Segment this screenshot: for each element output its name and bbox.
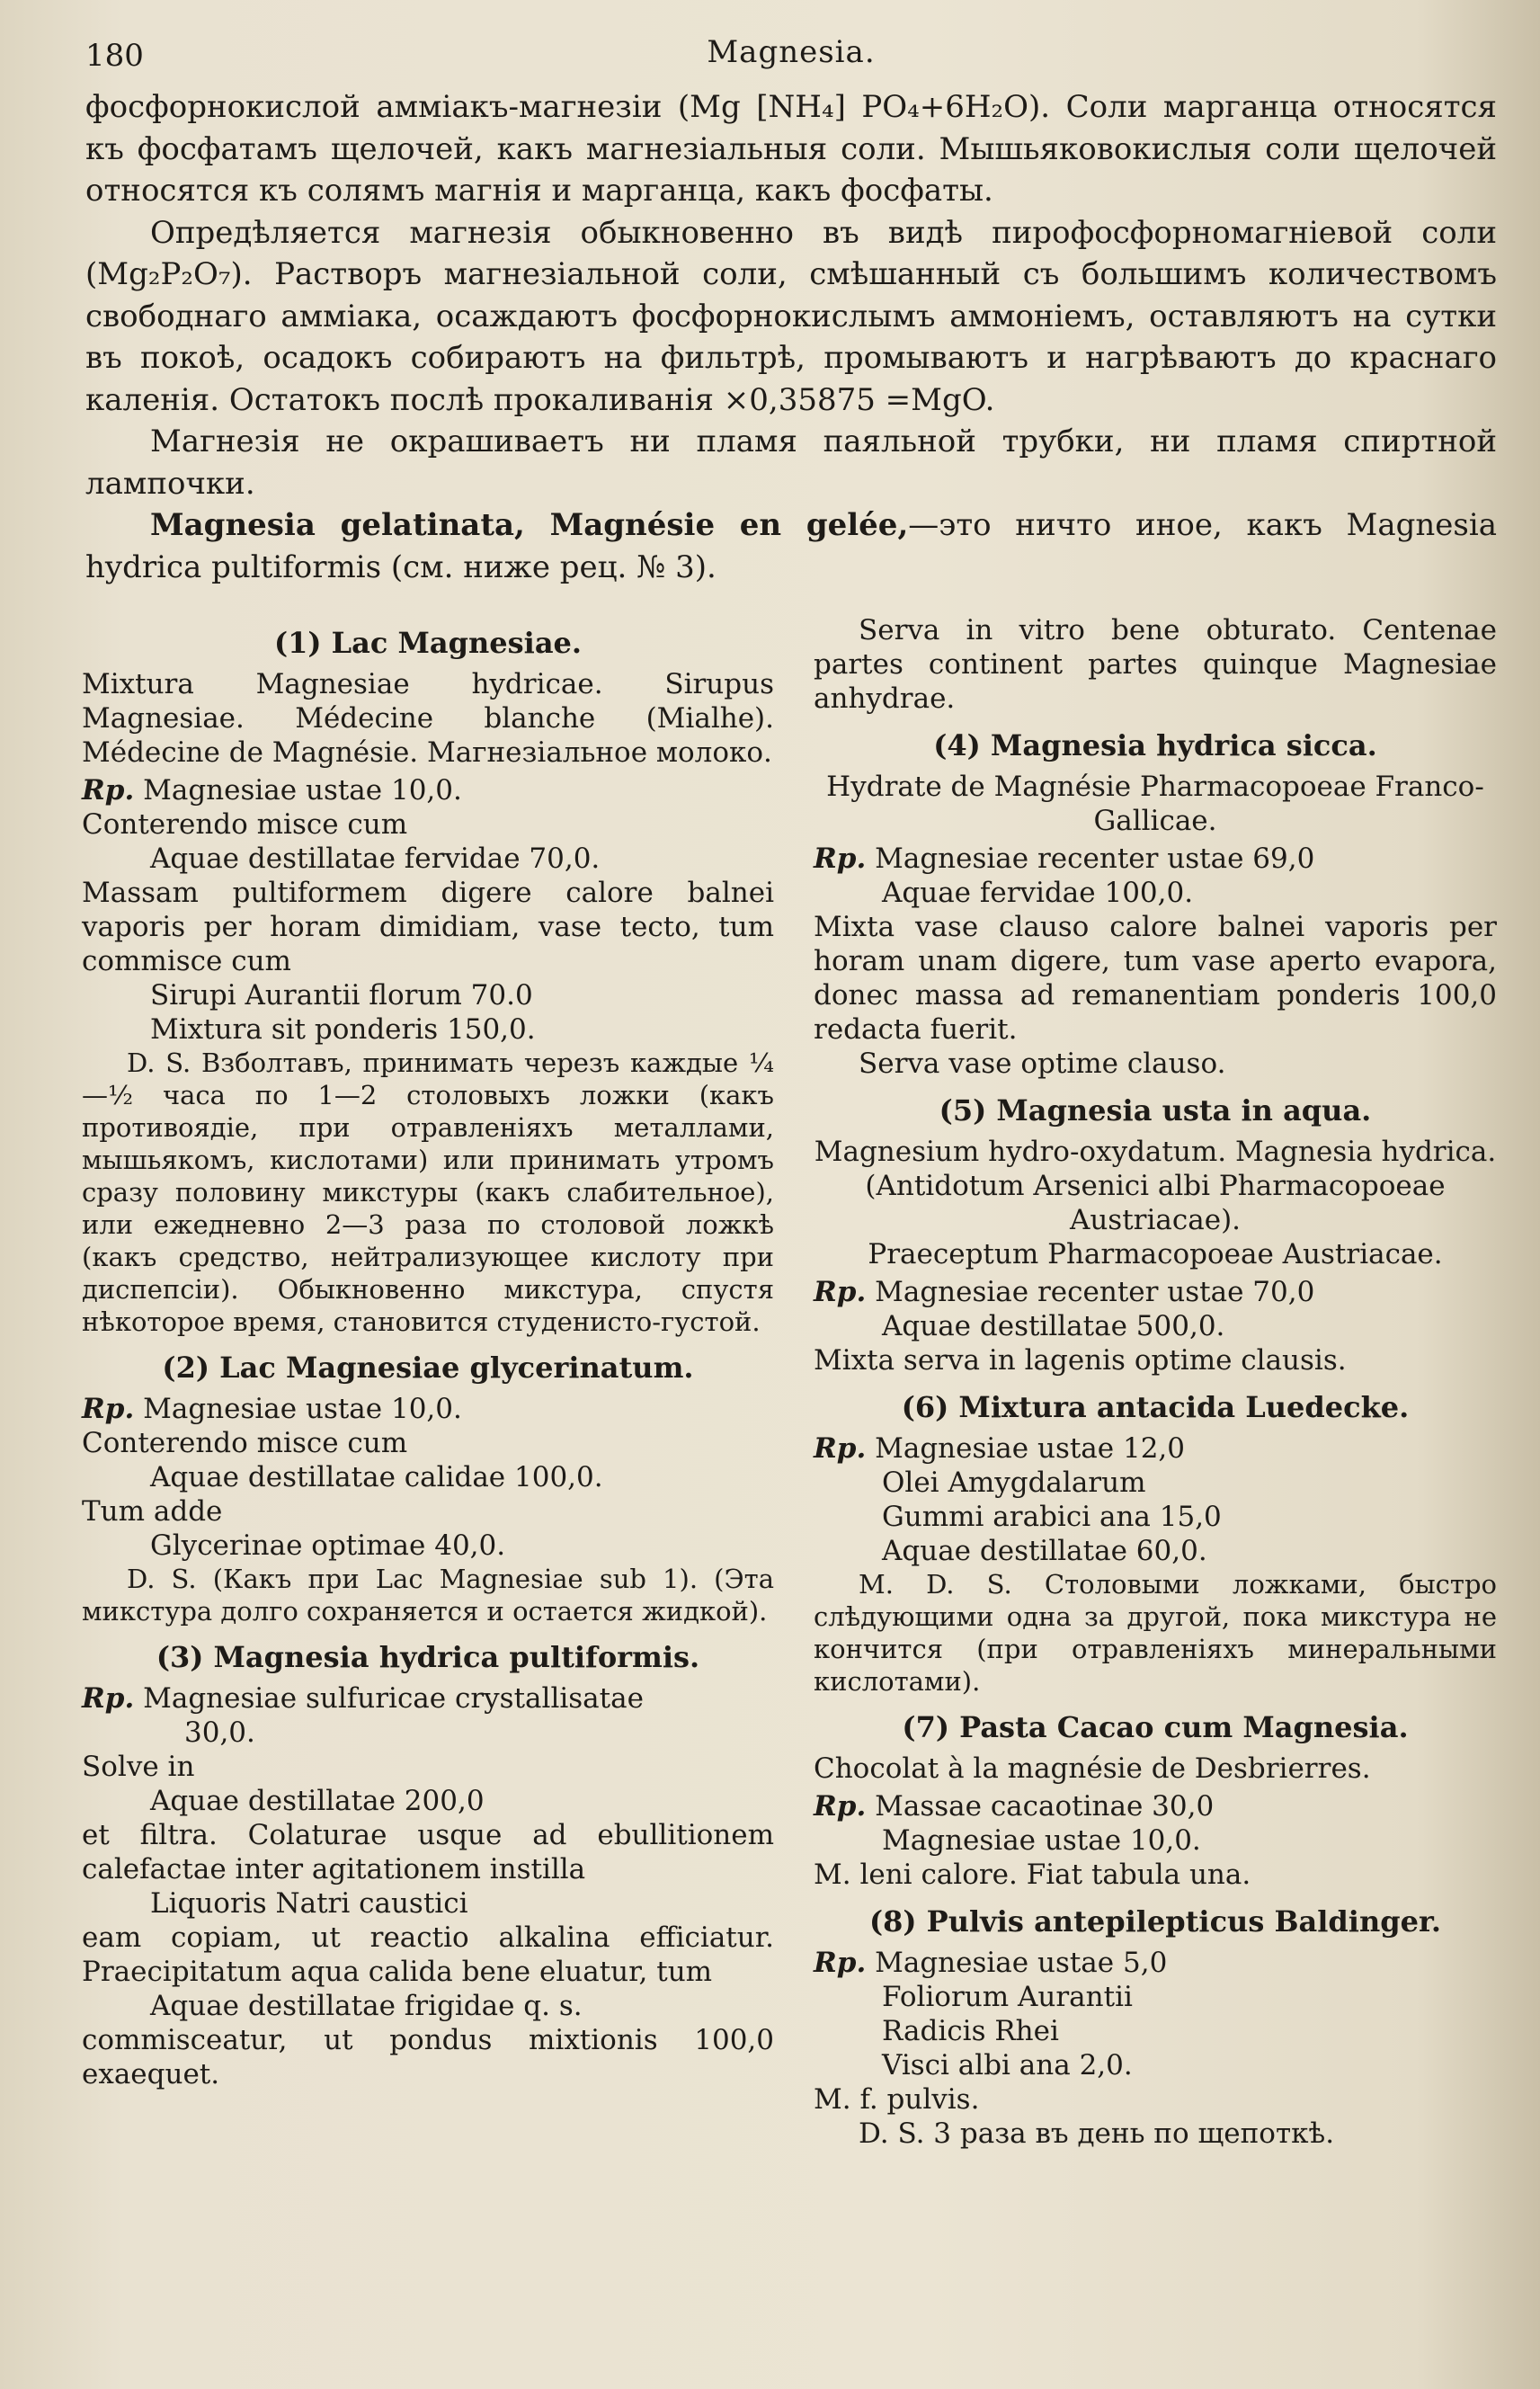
left-column — [82, 613, 774, 2151]
recipe-1-line: Rp. Magnesiae ustae 10,0. — [82, 774, 462, 807]
page-number: 180 — [85, 38, 144, 74]
recipe-2-line: Rp. Magnesiae ustae 10,0. — [82, 1393, 462, 1425]
recipe-6-line: Gummi arabici ana 15,0 — [882, 1501, 1222, 1533]
recipe-5-line: Mixta serva in lagenis optime clausis. — [814, 1344, 1347, 1377]
recipe-3-line: Liquoris Natri caustici — [150, 1887, 468, 1920]
recipe-8-line: Radicis Rhei — [882, 2015, 1059, 2047]
recipe-1-synonyms: Mixtura Magnesiae hydricae. Sirupus Magnesiae. Médecine blanche (Mialhe). Médecine de Magnésie. Магнезіальное молоко. — [82, 668, 774, 769]
recipe-4-title: (4) Magnesia hydrica sicca. — [933, 728, 1377, 762]
recipe-8-line: Foliorum Aurantii — [882, 1981, 1133, 2013]
recipe-3-line: 30,0. — [184, 1716, 255, 1749]
intro-paragraph-1: фосфорнокислой амміакъ-магнезіи (Mg [NH₄] PO₄+6H₂O). Соли марганца относятся къ фосфатамъ щелочей, какъ магнезіальныя соли. Мышьяковокислыя соли щелочей относятся къ солямъ магнія и марганца, какъ фосфаты. — [85, 89, 1497, 209]
two-column-body — [82, 613, 1497, 2151]
recipe-3-line: Aquae destillatae frigidae q. s. — [150, 1990, 583, 2022]
page-header — [85, 27, 1497, 86]
recipe-2-line: Conterendo misce cum — [82, 1427, 408, 1459]
recipe-5-source: Praeceptum Pharmacopoeae Austriacae. — [868, 1238, 1443, 1270]
intro-paragraph-4 — [85, 504, 1497, 588]
recipe-3-continuation: Serva in vitro bene obturato. Centenae partes continent partes quinque Magnesiae anhydrae. — [814, 614, 1497, 715]
recipe-8-line: M. f. pulvis. — [814, 2083, 980, 2116]
recipe-2-title: (2) Lac Magnesiae glycerinatum. — [162, 1350, 694, 1385]
recipe-2-directions: D. S. (Какъ при Lac Magnesiae sub 1). (Эта микстура долго сохраняется и остается жидкой). — [82, 1564, 774, 1627]
recipe-5-synonyms: Magnesium hydro-oxydatum. Magnesia hydrica. (Antidotum Arsenici albi Pharmacopoeae Austriacae). — [814, 1136, 1497, 1236]
recipe-6-directions: M. D. S. Столовыми ложками, быстро слѣдующими одна за другой, пока микстура не кончится (при отравленіяхъ минеральными кислотами). — [814, 1569, 1497, 1697]
rp-symbol: Rp. — [82, 1393, 135, 1425]
recipe-4-line: Aquae fervidae 100,0. — [882, 877, 1194, 909]
recipe-4-synonyms: Hydrate de Magnésie Pharmacopoeae Franco-Gallicae. — [826, 771, 1484, 837]
intro-text — [85, 86, 1497, 588]
recipe-3-line: Solve in — [82, 1751, 195, 1783]
recipe-3-line: Aquae destillatae 200,0 — [150, 1785, 485, 1817]
recipe-3-line: Rp. Magnesiae sulfuricae crystallisatae — [82, 1682, 644, 1715]
recipe-3-line: et filtra. Colaturae usque ad ebullitionem calefactae inter agitationem instilla — [82, 1819, 774, 1885]
recipe-1-line: Aquae destillatae fervidae 70,0. — [150, 842, 601, 875]
recipe-5-line: Rp. Magnesiae recenter ustae 70,0 — [814, 1276, 1315, 1308]
recipe-6-line: Aquae destillatae 60,0. — [882, 1535, 1207, 1567]
recipe-8-line: Visci albi ana 2,0. — [882, 2049, 1133, 2081]
recipe-8-line: Rp. Magnesiae ustae 5,0 — [814, 1947, 1168, 1979]
recipe-3-line: commisceatur, ut pondus mixtionis 100,0 exaequet. — [82, 2024, 774, 2090]
recipe-1-line: Massam pultiformem digere calore balnei vaporis per horam dimidiam, vase tecto, tum commisce cum — [82, 877, 774, 977]
recipe-5-title: (5) Magnesia usta in aqua. — [939, 1093, 1372, 1128]
recipe-5-line: Aquae destillatae 500,0. — [882, 1310, 1225, 1342]
recipe-6-line: Olei Amygdalarum — [882, 1466, 1146, 1499]
intro-paragraph-2: Опредѣляется магнезія обыкновенно въ видѣ пирофосфорномагніевой соли (Mg₂P₂O₇). Растворъ магнезіальной соли, смѣшанный съ большимъ количествомъ свободнаго амміака, осаждаютъ фосфорнокислымъ аммоніемъ, оставляютъ на сутки въ покоѣ, осадокъ собираютъ на фильтрѣ, промываютъ и нагрѣваютъ до краснаго каленія. Остатокъ послѣ прокаливанія ×0,35875 =MgO. — [85, 214, 1497, 418]
recipe-4-line: Rp. Magnesiae recenter ustae 69,0 — [814, 842, 1315, 875]
recipe-1-line: Sirupi Aurantii florum 70.0 — [150, 979, 533, 1012]
rp-symbol: Rp. — [814, 1276, 867, 1308]
recipe-3-line: eam copiam, ut reactio alkalina efficiatur. Praecipitatum aqua calida bene eluatur, tum — [82, 1921, 774, 1988]
recipe-4-line: Serva vase optime clauso. — [859, 1047, 1226, 1080]
recipe-7-line: Rp. Massae cacaotinae 30,0 — [814, 1790, 1215, 1823]
rp-symbol: Rp. — [814, 1432, 867, 1465]
recipe-1-line: Conterendo misce cum — [82, 808, 408, 841]
right-column — [814, 613, 1497, 2151]
recipe-1-directions: D. S. Взболтавъ, принимать черезъ каждые ¼—½ часа по 1—2 столовыхъ ложки (какъ противоядіе, при отравленіяхъ металлами, мышьякомъ, кислотами) или принимать утромъ сразу половину микстуры (какъ слабительное), или ежедневно 2—3 раза по столовой ложкѣ (какъ средство, нейтрализующее кислоту при диспепсіи). Обыкновенно микстура, спустя нѣкоторое время, становится студенисто-густой. — [82, 1047, 774, 1337]
magnesia-gelatinata-definition: —это ничто иное, какъ Magnesia hydrica pultiformis (см. ниже рец. № 3). — [85, 507, 1497, 585]
recipe-2-line: Tum adde — [82, 1495, 223, 1528]
rp-symbol: Rp. — [82, 774, 135, 807]
recipe-6-line: Rp. Magnesiae ustae 12,0 — [814, 1432, 1186, 1465]
running-head: Magnesia. — [707, 34, 876, 70]
recipe-7-line: Magnesiae ustae 10,0. — [882, 1824, 1201, 1857]
rp-symbol: Rp. — [814, 1790, 867, 1823]
recipe-7-line: M. leni calore. Fiat tabula una. — [814, 1859, 1251, 1891]
recipe-3-title: (3) Magnesia hydrica pultiformis. — [156, 1640, 700, 1674]
magnesia-gelatinata-term: Magnesia gelatinata, Magnésie en gelée, — [150, 507, 909, 543]
recipe-2-line: Glycerinae optimae 40,0. — [150, 1529, 506, 1562]
recipe-1-title: (1) Lac Magnesiae. — [273, 626, 583, 660]
rp-symbol: Rp. — [814, 842, 867, 875]
recipe-7-title: (7) Pasta Cacao cum Magnesia. — [902, 1710, 1409, 1744]
recipe-6-title: (6) Mixtura antacida Luedecke. — [901, 1390, 1410, 1424]
recipe-2-line: Aquae destillatae calidae 100,0. — [150, 1461, 603, 1493]
recipe-1-line: Mixtura sit ponderis 150,0. — [150, 1013, 536, 1046]
intro-paragraph-3: Магнезія не окрашиваетъ ни пламя паяльной трубки, ни пламя спиртной лампочки. — [85, 423, 1497, 502]
recipe-7-synonyms: Chocolat à la magnésie de Desbrierres. — [814, 1752, 1371, 1785]
recipe-8-title: (8) Pulvis antepilepticus Baldinger. — [868, 1904, 1441, 1939]
recipe-8-directions: D. S. 3 раза въ день по щепоткѣ. — [859, 2117, 1335, 2150]
rp-symbol: Rp. — [814, 1947, 867, 1979]
rp-symbol: Rp. — [82, 1682, 135, 1715]
recipe-4-line: Mixta vase clauso calore balnei vaporis per horam unam digere, tum vase aperto evapora, donec massa ad remanentiam ponderis 100,0 redacta fuerit. — [814, 911, 1497, 1046]
